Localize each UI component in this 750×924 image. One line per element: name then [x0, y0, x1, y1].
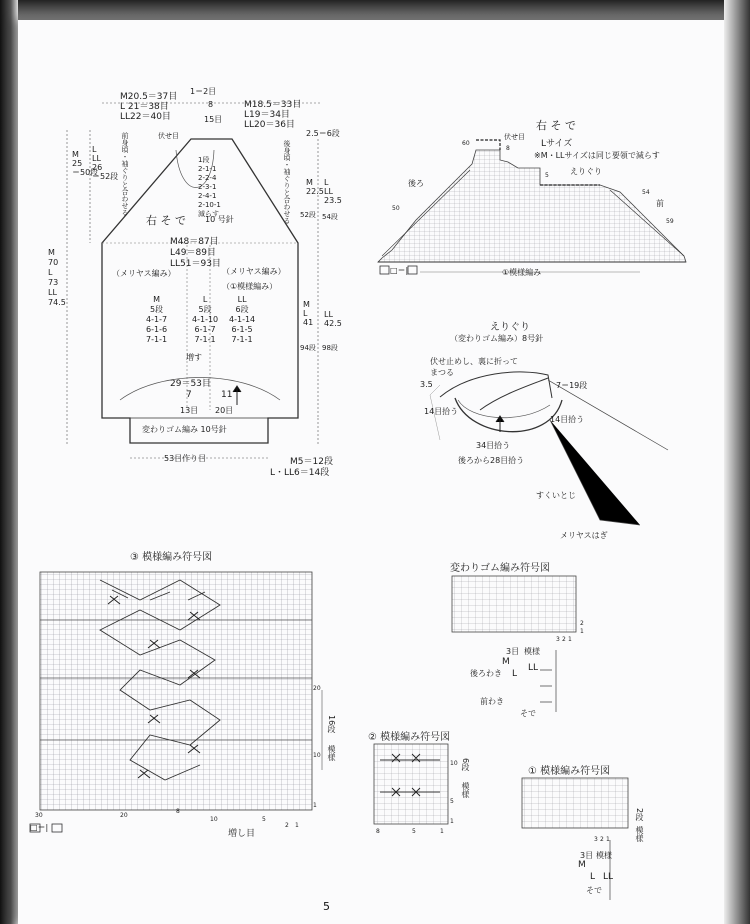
chart3-row-1: 1: [313, 802, 317, 809]
chart1-num: 2: [600, 836, 604, 843]
chart1-m: M: [578, 860, 586, 870]
chart2-row-1: 1: [450, 818, 454, 825]
sleeve-cap-height: [306, 178, 324, 196]
incr-l-line: 4-1-10: [192, 315, 219, 324]
dim: 23.5: [324, 196, 342, 205]
incr-m-line: 5段: [149, 305, 164, 314]
cap-step: 1段: [198, 156, 210, 164]
sleeve-side-l: L19＝34目: [244, 110, 290, 120]
chart3-title: ③ 模様編み符号図: [130, 552, 213, 563]
dim: M: [72, 150, 79, 159]
cap-step: 2-2-4: [198, 174, 217, 182]
cap-chart-legend: □＝|: [390, 266, 409, 275]
dim: 73: [48, 278, 59, 287]
incr-l-line: L: [202, 295, 208, 304]
dim: M: [306, 178, 313, 187]
cap-chart-row-50: 50: [392, 205, 400, 212]
sleeve-side-width: [244, 100, 301, 130]
chart1-repeat-label: 模様: [596, 851, 612, 860]
neck-title: えりぐり: [490, 322, 530, 333]
cap-chart-front: 前: [656, 199, 664, 208]
cap-chart-neck: えりぐり: [570, 167, 602, 176]
neck-pick-right: 14目拾う: [550, 415, 585, 424]
sleeve-mid-ll: LL51＝93目: [170, 259, 221, 269]
dim: M: [48, 248, 55, 257]
sleeve-sew-back: 後身頃・袖ぐりと合わせる: [283, 140, 291, 224]
sleeve-top-width: [120, 92, 177, 122]
chart1-sleeve: そで: [586, 886, 602, 895]
dim: 22.5: [306, 187, 324, 196]
sleeve-cap-steps: [198, 156, 221, 219]
dim-rows: 98段: [322, 344, 338, 352]
rib-chart-back-side: 後ろわき: [470, 669, 502, 678]
dim: L: [92, 145, 97, 154]
sleeve-top-ll: LL22＝40目: [120, 112, 171, 122]
sleeve-incr-l: [192, 295, 218, 345]
cap-chart-size: Lサイズ: [541, 139, 573, 149]
sleeve-bottom-width: 29＝53目: [170, 379, 211, 389]
chart2-row-5: 5: [450, 798, 454, 805]
sleeve-incr-ll: [229, 295, 255, 345]
sleeve-rib-label: 変わりゴム編み 10号針: [142, 425, 227, 434]
dim: 70: [48, 258, 59, 267]
sleeve-mid-l: L49＝89目: [170, 248, 216, 258]
sleeve-mid-m: M48＝87目: [170, 237, 219, 247]
incr-ll-line: 7-1-1: [231, 335, 253, 344]
chart3-col: 2: [285, 822, 289, 829]
dim: 74.5: [48, 298, 66, 307]
cap-chart-note: ※M・LLサイズは同じ要領で減らす: [534, 151, 660, 160]
rib-chart-num: 3: [556, 636, 560, 643]
sleeve-stockinette-right: （メリヤス編み）: [222, 267, 286, 276]
sleeve-bottom-20: 20目: [215, 406, 234, 415]
incr-l-line: 5段: [198, 305, 212, 314]
chart3-legend: □＝|: [30, 823, 49, 832]
cap-chart-n5: 5: [545, 172, 549, 179]
chart1-title: ① 模様編み符号図: [528, 766, 611, 777]
chart3-row-10: 10: [313, 752, 321, 759]
incr-m-line: M: [153, 295, 160, 304]
cap-step: 2-1-1: [198, 165, 217, 173]
dim: ＝52段: [92, 172, 119, 181]
neck-rows: 7＝19段: [556, 381, 588, 390]
neckband-diagram: [430, 372, 668, 525]
incr-m-line: 4-1-7: [146, 315, 168, 324]
cap-chart-row-59: 59: [666, 218, 674, 225]
sleeve-incr-m: [146, 295, 167, 345]
dim: 42.5: [324, 319, 342, 328]
chart2-repeat: 模様: [461, 782, 470, 798]
neck-width: 3.5: [420, 380, 433, 389]
chart1-ll: LL: [603, 872, 614, 882]
chart3-col: 8: [176, 808, 180, 815]
neck-subtitle: （変わりゴム編み）8号針: [450, 334, 544, 343]
sleeve-dec-15: 15目: [204, 115, 223, 124]
chart2-col: 1: [440, 828, 444, 835]
cap-chart-title: 右 そ で: [536, 119, 576, 132]
cap-step: 減らす: [198, 210, 219, 218]
neck-kitchener: メリヤスはぎ: [560, 531, 608, 540]
rib-chart-l: L: [512, 669, 518, 679]
rib-chart-num: 2: [562, 636, 566, 643]
chart3-col: 1: [295, 822, 299, 829]
rib-chart-num: 1: [568, 636, 572, 643]
dim: L: [324, 178, 329, 187]
sleeve-top-m: M20.5＝37目: [120, 92, 178, 102]
dim-rows: 52段: [300, 211, 316, 219]
cap-chart-back: 後ろ: [408, 179, 424, 188]
sleeve-bottom-11: 11: [221, 390, 233, 400]
dim: LL: [92, 154, 101, 163]
sleeve-cap-height-ll: [324, 178, 342, 205]
sleeve-left-height-ll: [92, 145, 118, 181]
chart1-3sts: 3目: [580, 851, 594, 860]
neck-pick-back: 後ろから28目拾う: [458, 456, 525, 465]
cap-step: 2-3-1: [198, 183, 217, 191]
chart3-col: 10: [210, 816, 218, 823]
sleeve-increase: 増す: [186, 353, 202, 362]
chart2-repeat-rows: 6段: [461, 758, 470, 772]
dim-rows: 54段: [322, 213, 338, 221]
chart2-row-10: 10: [450, 760, 458, 767]
chart1-num: 3: [594, 836, 598, 843]
sleeve-mid-width: [170, 237, 221, 270]
rib-chart-m: M: [502, 657, 510, 667]
chart2-title: ② 模様編み符号図: [368, 732, 451, 743]
incr-m-line: 6-1-6: [146, 325, 168, 334]
chart3-col: 5: [262, 816, 266, 823]
incr-ll-line: 6-1-5: [231, 325, 253, 334]
cap-step: 2-4-1: [198, 192, 217, 200]
sleeve-bind-off: 伏せ目: [158, 132, 179, 140]
sleeve-cuff-ll: L・LL6＝14段: [270, 468, 330, 478]
sleeve-total-length: [48, 248, 66, 308]
dim: LL: [324, 310, 333, 319]
chart2-col: 5: [412, 828, 416, 835]
chart3-increase: 増し目: [228, 829, 256, 839]
cap-chart-pattern: ①模様編み: [502, 268, 542, 277]
chart3-col: 30: [35, 812, 43, 819]
cap-chart-n8: 8: [506, 145, 510, 152]
chart1-num: 1: [606, 836, 610, 843]
dim: LL: [324, 187, 333, 196]
cap-chart-row-54: 54: [642, 189, 650, 196]
chart1-repeat-rows: 2段: [635, 808, 644, 822]
sleeve-cap-rows: 2.5＝6段: [306, 129, 340, 138]
sleeve-side-m: M18.5＝33目: [244, 100, 302, 110]
dim: 41: [303, 318, 314, 327]
rib-chart-repeat: 模様: [524, 647, 540, 656]
cap-chart-row-60: 60: [462, 140, 470, 147]
incr-m-line: 7-1-1: [146, 335, 168, 344]
sleeve-title: 右 そ で: [146, 214, 186, 227]
neck-fold-note: 伏せ止めし、裏に折ってまつる: [430, 357, 518, 377]
sleeve-side-ll: LL20＝36目: [244, 120, 295, 130]
rib-chart-sleeve: そで: [520, 709, 536, 718]
chart3-row-20: 20: [313, 685, 321, 692]
sleeve-dec-ratio: 1＝2目: [190, 87, 217, 96]
chart3-repeat-rows: 16段: [327, 715, 336, 734]
rib-chart-title: 変わりゴム編み符号図: [450, 563, 550, 574]
dim: M: [303, 300, 310, 309]
sleeve-top-l: L 21＝38目: [120, 102, 169, 112]
sleeve-cast-on: 53目作り目: [164, 454, 207, 463]
incr-l-line: 6-1-7: [194, 325, 216, 334]
rib-chart-front-side: 前わき: [480, 697, 504, 706]
chart3-col: 20: [120, 812, 128, 819]
dim: ＝50段: [72, 168, 99, 177]
sleeve-body-height-ll: [324, 310, 342, 328]
sleeve-needle: 10 号針: [205, 215, 234, 224]
chart1-repeat: 模様: [635, 826, 644, 842]
dim: LL: [48, 288, 57, 297]
page-number: 5: [323, 900, 330, 913]
dim: 26: [92, 163, 103, 172]
sleeve-dec-8: 8: [208, 100, 214, 109]
rib-chart-num: 1: [580, 628, 584, 635]
chart2-col: 8: [376, 828, 380, 835]
incr-l-line: 7-1-1: [194, 335, 216, 344]
chart1-l: L: [590, 872, 596, 882]
sleeve-pattern-1: （①模様編み）: [222, 282, 278, 291]
rib-chart-num: 2: [580, 620, 584, 627]
rib-chart-3sts: 3目: [506, 647, 520, 656]
neck-mattress-stitch: すくいとじ: [536, 491, 576, 500]
incr-ll-line: 6段: [235, 305, 249, 314]
rib-chart: [452, 576, 576, 712]
pattern-chart-3: [30, 572, 322, 832]
rib-chart-ll: LL: [528, 663, 539, 673]
sleeve-bottom-13: 13目: [180, 406, 199, 415]
sleeve-body-height: [303, 300, 313, 327]
cap-step: 2-10-1: [198, 201, 221, 209]
chart3-repeat: 模様: [327, 745, 336, 761]
sleeve-stockinette-left: （メリヤス編み）: [112, 269, 176, 278]
sleeve-bottom-7: 7: [186, 390, 192, 400]
sleeve-cuff-m: M5＝12段: [290, 457, 333, 467]
pattern-chart-2: [374, 744, 448, 824]
dim: L: [48, 268, 53, 277]
sleeve-sew-front: 前身頃・袖ぐりと合わせる: [121, 132, 129, 216]
incr-ll-line: 4-1-14: [229, 315, 256, 324]
neck-pick-front: 34目拾う: [476, 441, 511, 450]
cap-chart-bind: 伏せ目: [504, 133, 525, 141]
dim: L: [303, 309, 308, 318]
dim-rows: 94段: [300, 344, 316, 352]
incr-ll-line: LL: [237, 295, 247, 304]
dim: 25: [72, 159, 83, 168]
neck-pick-left: 14目拾う: [424, 407, 459, 416]
